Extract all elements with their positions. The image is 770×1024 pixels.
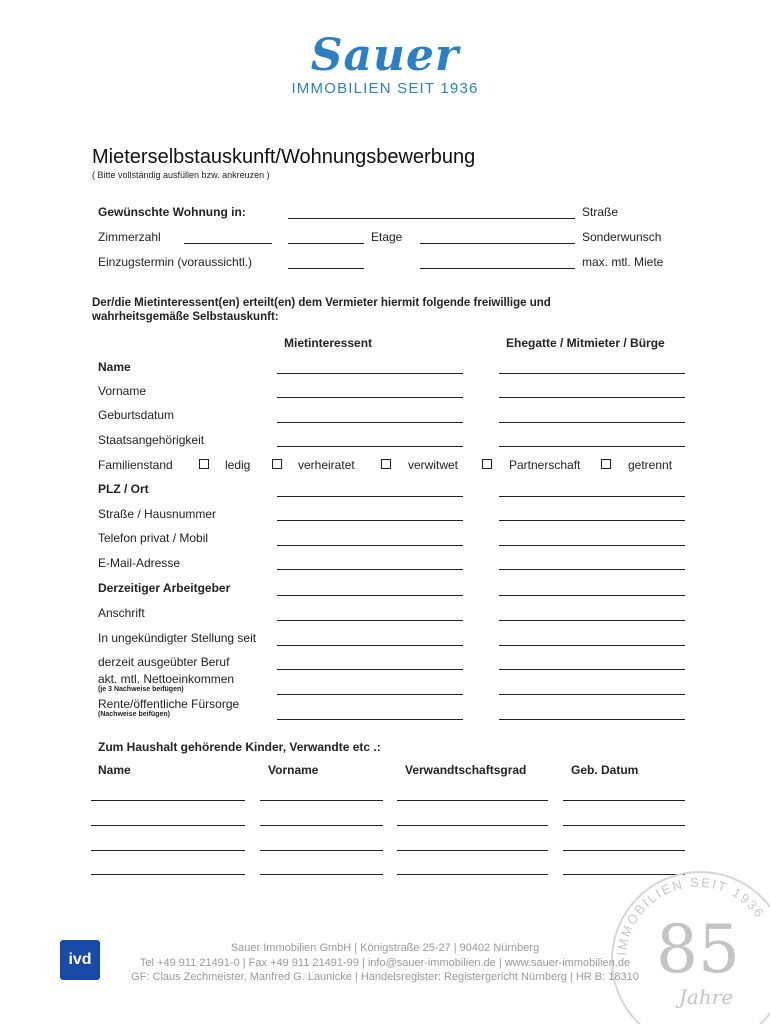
einzugstermin-label: Einzugstermin (voraussichtl.): [98, 255, 253, 269]
intro-line-1: Der/die Mietinteressent(en) erteilt(en) dem Vermieter hiermit folgende freiwillige und: [92, 297, 551, 309]
ledig-checkbox[interactable]: [199, 459, 209, 469]
verheiratet-label: verheiratet: [298, 458, 355, 472]
partnerschaft-checkbox[interactable]: [482, 459, 492, 469]
column-mietinteressent: Mietinteressent: [284, 336, 373, 350]
beruf-label: derzeit ausgeübter Beruf: [98, 655, 230, 669]
haushalt-col-vorname: Vorname: [268, 763, 319, 777]
vorname-field-right[interactable]: [499, 397, 685, 398]
geburtsdatum-label: Geburtsdatum: [98, 408, 175, 422]
haushalt-row-1-vorname[interactable]: [260, 800, 383, 801]
haushalt-col-name: Name: [98, 763, 131, 777]
haushalt-row-1-grad[interactable]: [397, 800, 548, 801]
haushalt-row-2-grad[interactable]: [397, 825, 548, 826]
ledig-label: ledig: [225, 458, 251, 472]
wohnung-heading: Gewünschte Wohnung in:: [98, 205, 246, 219]
company-tagline: IMMOBILIEN SEIT 1936: [291, 80, 479, 97]
getrennt-label: getrennt: [628, 458, 673, 472]
staatsangehoerigkeit-field-right[interactable]: [499, 446, 685, 447]
sonderwunsch-field[interactable]: [420, 243, 575, 244]
email-field-right[interactable]: [499, 569, 685, 570]
rente-label: Rente/öffentliche Fürsorge: [98, 697, 240, 711]
netto-note: (je 3 Nachweise beifügen): [98, 686, 184, 693]
geburtsdatum-field-right[interactable]: [499, 422, 685, 423]
plz-ort-field-right[interactable]: [499, 496, 685, 497]
anschrift-field-right[interactable]: [499, 620, 685, 621]
plz-ort-field-left[interactable]: [277, 496, 463, 497]
haushalt-row-4-vorname[interactable]: [260, 874, 383, 875]
rente-field-left[interactable]: [277, 719, 463, 720]
email-field-left[interactable]: [277, 569, 463, 570]
haushalt-row-1-datum[interactable]: [563, 800, 685, 801]
column-ehegatte: Ehegatte / Mitmieter / Bürge: [506, 336, 665, 350]
telefon-label: Telefon privat / Mobil: [98, 531, 209, 545]
haushalt-row-4-grad[interactable]: [397, 874, 548, 875]
etage-label: Etage: [371, 230, 403, 244]
miete-field[interactable]: [420, 268, 575, 269]
rente-field-right[interactable]: [499, 719, 685, 720]
seal-arc-text: IMMOBILIEN SEIT 1936: [613, 874, 769, 957]
email-label: E-Mail-Adresse: [98, 556, 181, 570]
footer-line-2: Tel +49 911 21491-0 | Fax +49 911 21491-99 | info@sauer-immobilien.de | www.sauer-immobilien.de: [139, 957, 631, 969]
footer-line-1: Sauer Immobilien GmbH | Königstraße 25-27 | 90402 Nürnberg: [230, 942, 540, 954]
name-field-right[interactable]: [499, 373, 685, 374]
telefon-field-left[interactable]: [277, 545, 463, 546]
sonderwunsch-label: Sonderwunsch: [582, 230, 662, 244]
familienstand-label: Familienstand: [98, 458, 173, 472]
haushalt-row-3-grad[interactable]: [397, 850, 548, 851]
wohnung-strasse-label: Straße: [582, 205, 619, 219]
haushalt-row-1-name[interactable]: [91, 800, 245, 801]
telefon-field-right[interactable]: [499, 545, 685, 546]
haushalt-col-verwandtschaftsgrad: Verwandtschaftsgrad: [405, 763, 527, 777]
anschrift-field-left[interactable]: [277, 620, 463, 621]
arbeitgeber-field-left[interactable]: [277, 595, 463, 596]
netto-label: akt. mtl. Nettoeinkommen: [98, 672, 235, 686]
netto-field-left[interactable]: [277, 694, 463, 695]
arbeitgeber-field-right[interactable]: [499, 595, 685, 596]
ivd-logo: ivd: [60, 940, 100, 980]
company-logo: Sauer: [310, 30, 460, 81]
haushalt-row-2-vorname[interactable]: [260, 825, 383, 826]
arbeitgeber-label: Derzeitiger Arbeitgeber: [98, 581, 231, 595]
beruf-field-right[interactable]: [499, 669, 685, 670]
haushalt-row-3-name[interactable]: [91, 850, 245, 851]
anschrift-label: Anschrift: [98, 606, 145, 620]
form-subtitle: ( Bitte vollständig ausfüllen bzw. ankreuzen ): [92, 170, 270, 180]
haushalt-row-3-vorname[interactable]: [260, 850, 383, 851]
plz-ort-label: PLZ / Ort: [98, 482, 149, 496]
verwitwet-checkbox[interactable]: [381, 459, 391, 469]
vorname-field-left[interactable]: [277, 397, 463, 398]
rente-note: (Nachweise beifügen): [98, 711, 170, 718]
form-title: Mieterselbstauskunft/Wohnungsbewerbung: [92, 146, 476, 168]
name-field-left[interactable]: [277, 373, 463, 374]
geburtsdatum-field-left[interactable]: [277, 422, 463, 423]
wohnung-strasse-field[interactable]: [288, 218, 575, 219]
getrennt-checkbox[interactable]: [601, 459, 611, 469]
name-label: Name: [98, 360, 131, 374]
intro-line-2: wahrheitsgemäße Selbstauskunft:: [92, 311, 279, 323]
netto-field-right[interactable]: [499, 694, 685, 695]
haushalt-row-4-name[interactable]: [91, 874, 245, 875]
einzugstermin-field[interactable]: [288, 268, 364, 269]
verheiratet-checkbox[interactable]: [272, 459, 282, 469]
haushalt-row-3-datum[interactable]: [563, 850, 685, 851]
haushalt-heading: Zum Haushalt gehörende Kinder, Verwandte etc .:: [98, 740, 381, 754]
miete-label: max. mtl. Miete: [582, 255, 664, 269]
vorname-label: Vorname: [98, 384, 147, 398]
staatsangehoerigkeit-field-left[interactable]: [277, 446, 463, 447]
stellung-field-right[interactable]: [499, 645, 685, 646]
staatsangehoerigkeit-label: Staatsangehörigkeit: [98, 433, 205, 447]
stellung-label: In ungekündigter Stellung seit: [98, 631, 257, 645]
verwitwet-label: verwitwet: [408, 458, 459, 472]
strasse-hausnummer-field-left[interactable]: [277, 520, 463, 521]
footer-line-3: GF: Claus Zechmeister, Manfred G. Launicke | Handelsregister: Registergericht Nürnberg | HR B: 18310: [131, 971, 639, 983]
haushalt-row-2-datum[interactable]: [563, 825, 685, 826]
partnerschaft-label: Partnerschaft: [509, 458, 581, 472]
etage-field[interactable]: [288, 243, 364, 244]
zimmerzahl-field[interactable]: [184, 243, 272, 244]
strasse-hausnummer-label: Straße / Hausnummer: [98, 507, 217, 521]
zimmerzahl-label: Zimmerzahl: [98, 230, 161, 244]
haushalt-row-2-name[interactable]: [91, 825, 245, 826]
seal-word: Jahre: [678, 985, 734, 1009]
strasse-hausnummer-field-right[interactable]: [499, 520, 685, 521]
beruf-field-left[interactable]: [277, 669, 463, 670]
stellung-field-left[interactable]: [277, 645, 463, 646]
haushalt-col-geburtsdatum: Geb. Datum: [571, 763, 639, 777]
seal-number: 85: [656, 911, 740, 988]
